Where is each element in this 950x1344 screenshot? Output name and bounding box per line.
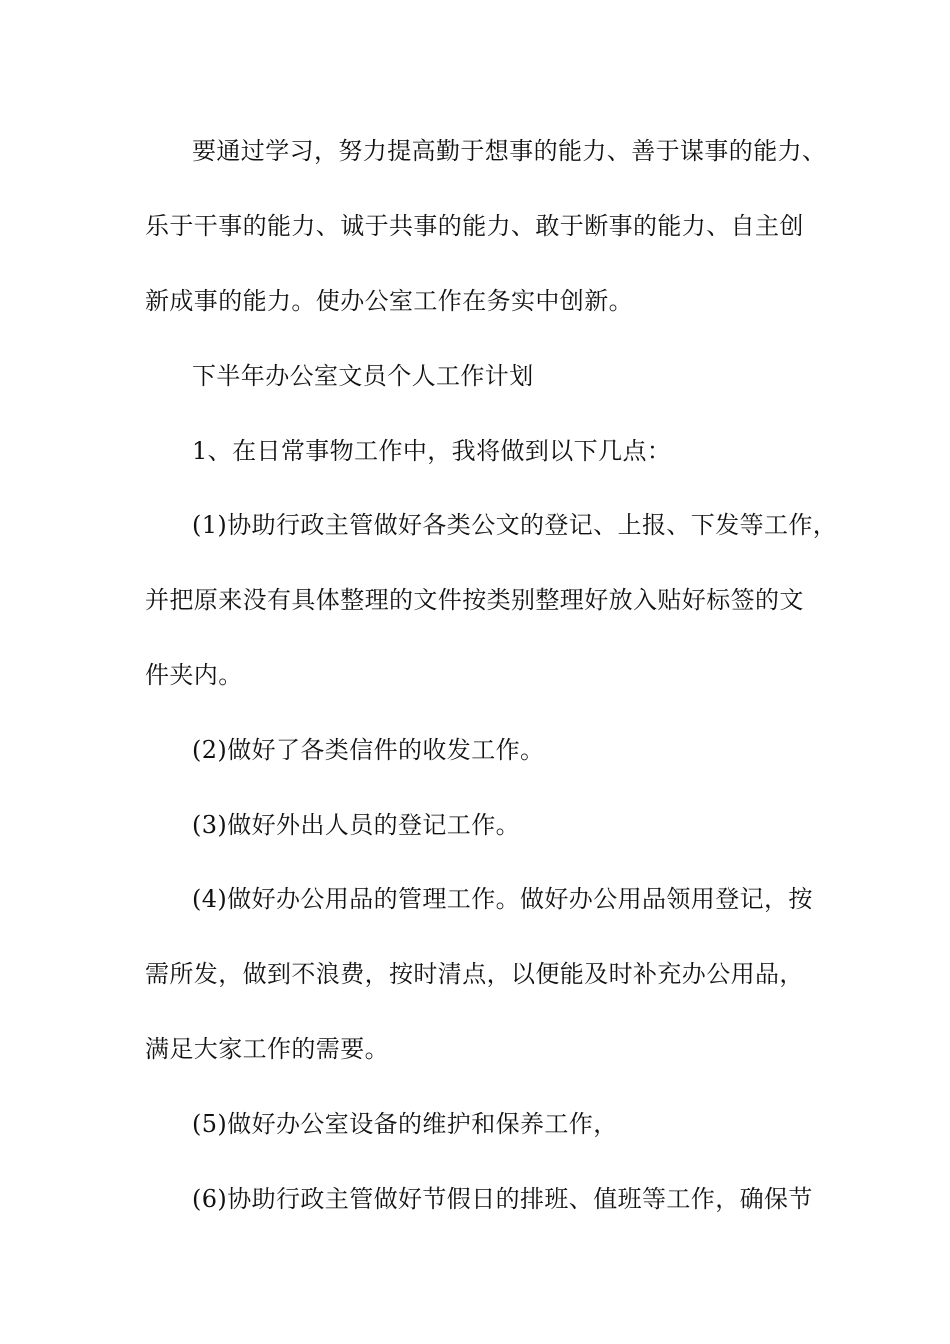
paragraph-line: 新成事的能力。使办公室工作在务实中创新。 xyxy=(145,287,633,315)
list-item: (6)协助行政主管做好节假日的排班、值班等工作，确保节 xyxy=(192,1185,813,1213)
paragraph-line: 要通过学习，努力提高勤于想事的能力、善于谋事的能力、 xyxy=(192,137,827,165)
paragraph-line: 1、在日常事物工作中，我将做到以下几点： xyxy=(192,437,672,465)
list-item: (2)做好了各类信件的收发工作。 xyxy=(192,736,545,764)
section-heading: 下半年办公室文员个人工作计划 xyxy=(192,362,534,390)
list-item: (3)做好外出人员的登记工作。 xyxy=(192,811,520,839)
paragraph-line: 满足大家工作的需要。 xyxy=(145,1035,389,1063)
list-item: (4)做好办公用品的管理工作。做好办公用品领用登记，按 xyxy=(192,885,813,913)
paragraph-line: 乐于干事的能力、诚于共事的能力、敢于断事的能力、自主创 xyxy=(145,212,804,240)
paragraph-line: 件夹内。 xyxy=(145,661,243,689)
list-item: (5)做好办公室设备的维护和保养工作， xyxy=(192,1110,618,1138)
paragraph-line: 并把原来没有具体整理的文件按类别整理好放入贴好标签的文 xyxy=(145,586,804,614)
paragraph-line: 需所发，做到不浪费，按时清点，以便能及时补充办公用品， xyxy=(145,960,804,988)
list-item: (1)协助行政主管做好各类公文的登记、上报、下发等工作， xyxy=(192,511,838,539)
